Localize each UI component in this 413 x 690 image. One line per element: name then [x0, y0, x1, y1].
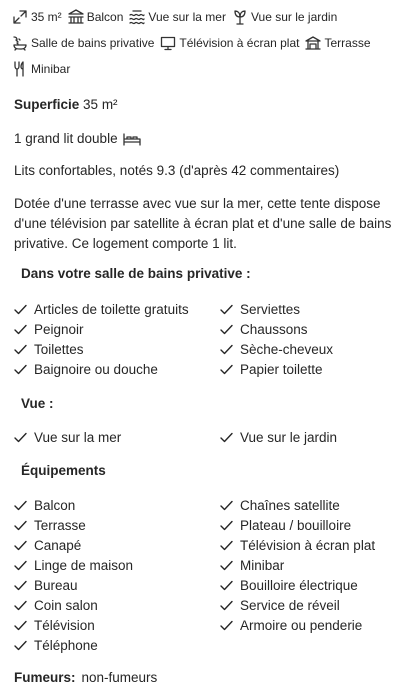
room-size [14, 97, 118, 112]
check-icon [14, 520, 27, 531]
check-icon [220, 520, 233, 531]
check-icon [14, 600, 27, 611]
smoking-value: non-fumeurs [81, 670, 158, 685]
facility-label: Terrasse [324, 36, 371, 50]
amenity-item [220, 575, 409, 595]
amenity-item [220, 319, 409, 339]
amenity-label: Armoire ou penderie [240, 617, 363, 633]
amenity-label: Articles de toilette gratuits [34, 301, 189, 317]
amenity-item [220, 535, 409, 555]
amenity-item [220, 359, 409, 379]
sea-view-icon [129, 9, 145, 25]
bed-info [14, 131, 142, 146]
amenity-item [14, 535, 220, 555]
amenity-label: Minibar [240, 557, 285, 573]
amenity-item [14, 575, 220, 595]
amenity-item [14, 635, 220, 655]
amenity-item [220, 595, 409, 615]
check-icon [14, 500, 27, 511]
amenity-label: Service de réveil [240, 597, 340, 613]
check-icon [14, 324, 27, 335]
amenity-label: Papier toilette [240, 361, 323, 377]
amenity-item [220, 299, 409, 319]
room-description: Dotée d'une terrasse avec vue sur la mer, cette tente dispose d'une télévision par satellite à écran plat et d'une salle de bains privative. Ce logement comporte 1 lit. [14, 196, 392, 251]
size-icon [12, 9, 28, 25]
check-icon [220, 432, 233, 443]
room-size-value: 35 m² [83, 97, 118, 112]
amenity-item [14, 555, 220, 575]
check-icon [220, 620, 233, 631]
check-icon [220, 344, 233, 355]
amenity-item [14, 339, 220, 359]
amenity-label: Chaînes satellite [240, 497, 340, 513]
amenity-item [14, 595, 220, 615]
check-icon [220, 304, 233, 315]
check-icon [220, 324, 233, 335]
smoking-policy [14, 670, 157, 685]
view-list [14, 427, 409, 447]
amenity-item [14, 515, 220, 535]
check-icon [14, 640, 27, 651]
amenity-item [220, 427, 409, 447]
amenity-label: Bouilloire électrique [240, 577, 358, 593]
bathroom-icon [12, 35, 28, 51]
amenity-label: Toilettes [34, 341, 84, 357]
amenity-item [220, 615, 409, 635]
amenity-label: Sèche-cheveux [240, 341, 334, 357]
check-icon [220, 500, 233, 511]
equipment-heading: Équipements [21, 463, 106, 478]
amenity-label: Chaussons [240, 321, 308, 337]
amenity-label: Peignoir [34, 321, 84, 337]
check-icon [14, 364, 27, 375]
facility-sea-view [129, 9, 226, 25]
facility-size [12, 9, 62, 25]
check-icon [220, 364, 233, 375]
amenity-item [14, 427, 220, 447]
equipment-list [14, 495, 409, 655]
facility-label: Télévision à écran plat [179, 36, 300, 50]
smoking-label: Fumeurs: [14, 670, 76, 685]
facility-bathroom [12, 35, 154, 51]
facilities-list [12, 9, 407, 87]
amenity-label: Vue sur le jardin [240, 429, 338, 445]
amenity-label: Bureau [34, 577, 78, 593]
garden-view-icon [232, 9, 248, 25]
facility-label: Vue sur la mer [148, 10, 226, 24]
amenity-label: Télévision [34, 617, 95, 633]
bed-rating: Lits confortables, notés 9.3 (d'après 42 commentaires) [14, 163, 340, 178]
double-bed-icon [122, 132, 142, 146]
amenity-label: Baignoire ou douche [34, 361, 158, 377]
amenity-item [14, 319, 220, 339]
amenity-label: Terrasse [34, 517, 86, 533]
check-icon [14, 620, 27, 631]
terrace-icon [305, 35, 321, 51]
amenity-label: Coin salon [34, 597, 98, 613]
bathroom-list [14, 299, 409, 379]
amenity-item [220, 555, 409, 575]
tv-icon [160, 35, 176, 51]
amenity-item [14, 615, 220, 635]
room-size-label: Superficie [14, 97, 80, 112]
bed-label: 1 grand lit double [14, 131, 118, 146]
facility-minibar [12, 61, 70, 77]
facility-tv [160, 35, 299, 51]
facility-garden-view [232, 9, 337, 25]
amenity-label: Linge de maison [34, 557, 134, 573]
check-icon [14, 580, 27, 591]
bathroom-heading: Dans votre salle de bains privative : [21, 266, 251, 281]
amenity-item [220, 515, 409, 535]
facility-label: Salle de bains privative [31, 36, 155, 50]
amenity-label: Canapé [34, 537, 82, 553]
amenity-label: Plateau / bouilloire [240, 517, 352, 533]
facility-terrace [305, 35, 370, 51]
amenity-item [14, 359, 220, 379]
amenity-item [220, 495, 409, 515]
minibar-icon [12, 61, 28, 77]
facility-label: Balcon [86, 10, 124, 24]
facility-label: Vue sur le jardin [250, 10, 338, 24]
amenity-label: Serviettes [240, 301, 301, 317]
check-icon [14, 540, 27, 551]
check-icon [220, 580, 233, 591]
amenity-item [14, 495, 220, 515]
view-heading: Vue : [21, 396, 54, 411]
amenity-label: Balcon [34, 497, 76, 513]
facility-balcony [68, 9, 124, 25]
check-icon [220, 560, 233, 571]
balcony-icon [68, 9, 84, 25]
check-icon [14, 432, 27, 443]
amenity-label: Vue sur la mer [34, 429, 122, 445]
amenity-label: Télévision à écran plat [240, 537, 376, 553]
check-icon [14, 304, 27, 315]
amenity-item [14, 299, 220, 319]
check-icon [220, 600, 233, 611]
check-icon [220, 540, 233, 551]
facility-label: 35 m² [31, 10, 62, 24]
check-icon [14, 560, 27, 571]
facility-label: Minibar [31, 62, 71, 76]
amenity-label: Téléphone [34, 637, 98, 653]
check-icon [14, 344, 27, 355]
amenity-item [220, 339, 409, 359]
